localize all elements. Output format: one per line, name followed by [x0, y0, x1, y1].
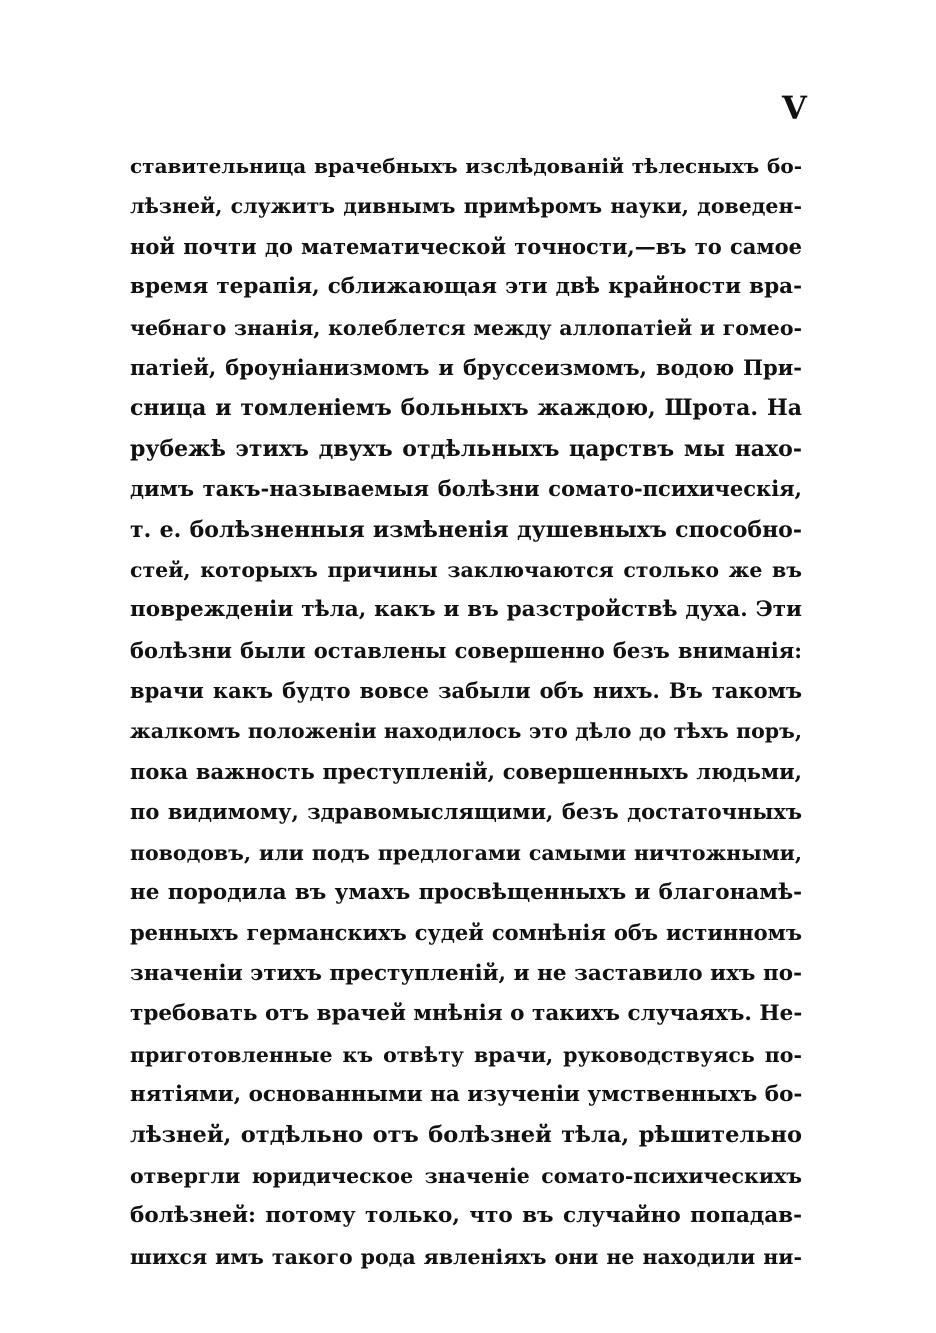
text-line: т. е. болѣзненныя измѣненія душевныхъ способно-: [130, 516, 802, 543]
text-line: рубежѣ этихъ двухъ отдѣльныхъ царствъ мы нахо-: [130, 435, 802, 462]
body-text: [130, 146, 802, 1277]
text-line: требовать отъ врачей мнѣнія о такихъ случаяхъ. Не-: [130, 1001, 803, 1027]
text-line: поврежденіи тѣла, какъ и въ разстройствѣ духа. Эти: [130, 597, 802, 623]
text-line: врачи какъ будто вовсе забыли объ нихъ. Въ такомъ: [130, 678, 802, 704]
text-line: болѣзни были оставлены совершенно безъ вниманія:: [130, 637, 802, 663]
text-line: лѣзней, отдѣльно отъ болѣзней тѣла, рѣшительно: [130, 1122, 802, 1149]
text-line: лѣзней, служитъ дивнымъ примѣромъ науки, доведен-: [130, 194, 802, 219]
text-line: ренныхъ германскихъ судей сомнѣнія объ истинномъ: [130, 920, 802, 946]
text-line: приготовленные къ отвѣту врачи, руководствуясь по-: [130, 1042, 802, 1067]
text-line: время терапія, сближающая эти двѣ крайности вра-: [130, 274, 802, 300]
text-line: патіей, броуніанизмомъ и бруссеизмомъ, водою При-: [130, 354, 802, 380]
text-line: стей, которыхъ причины заключаются столько же въ: [130, 557, 802, 582]
text-line: не породила въ умахъ просвѣщенныхъ и благонамѣ-: [130, 880, 802, 906]
text-line: пока важность преступленій, совершенныхъ людьми,: [130, 758, 802, 784]
page-number: V: [782, 89, 807, 127]
text-line: чебнаго знанія, колеблется между аллопатіей и гомео-: [130, 315, 802, 340]
text-line: шихся имъ такого рода явленіяхъ они не находили ни-: [130, 1244, 802, 1269]
text-line: поводовъ, или подъ предлогами самыми ничтожными,: [130, 840, 802, 865]
text-line: нятіями, основанными на изученіи умственныхъ бо-: [130, 1081, 803, 1107]
text-line: ставительница врачебныхъ изслѣдованій тѣлесныхъ бо-: [130, 154, 802, 178]
text-line: по видимому, здравомыслящими, безъ достаточныхъ: [130, 799, 802, 825]
text-line: жалкомъ положеніи находилось это дѣло до тѣхъ поръ,: [130, 719, 802, 744]
text-line: болѣзней: потому только, что въ случайно попадав-: [130, 1203, 802, 1229]
text-line: сница и томленіемъ больныхъ жаждою, Шрота. На: [130, 395, 802, 422]
text-line: ной почти до математической точности,—въ то самое: [130, 233, 802, 259]
text-line: димъ такъ-называемыя болѣзни сомато-психическія,: [130, 476, 802, 502]
text-line: значеніи этихъ преступленій, и не заставило ихъ по-: [130, 960, 802, 986]
text-line: отвергли юридическое значеніе сомато-психическихъ: [130, 1163, 802, 1188]
